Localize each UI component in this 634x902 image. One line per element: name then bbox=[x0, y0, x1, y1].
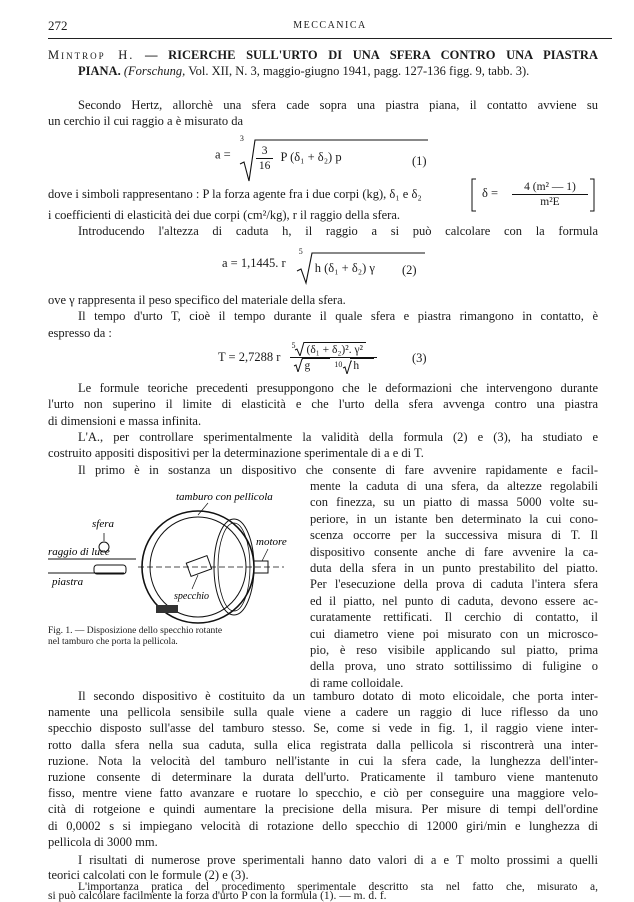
radical-sign-icon bbox=[238, 138, 428, 184]
eq2-root bbox=[295, 247, 375, 276]
eq3-number: (3) bbox=[412, 351, 427, 365]
importance-line: L'importanza pratica del procedimento sperimentale descritto sta nel fatto che, misurato a, bbox=[78, 881, 598, 893]
drum-mirror-diagram bbox=[48, 489, 298, 624]
eq1-numerator: 3 bbox=[256, 144, 274, 159]
second-device-line: ruzione consente di determinare la durata dell'urto. Praticamente il tamburo viene mantenuto bbox=[48, 770, 598, 785]
column-line: cui diametro viene poi misurato con un microsco- bbox=[310, 626, 598, 641]
column-line: dispositivo consente anche di fare avvenire la ca- bbox=[310, 544, 598, 559]
first-device-line: Il primo è in sostanza un dispositivo che consente di fare avvenire rapidamente e facil- bbox=[78, 463, 598, 477]
second-device-line: ruzione. Nota la velocità del tamburo nell'istante in cui la sfera cade, la lunghezza dell'inter- bbox=[48, 753, 598, 768]
gamma-line: ove γ rappresenta il peso specifico del materiale della sfera. bbox=[48, 293, 346, 307]
intro-paragraph bbox=[48, 97, 598, 130]
assumptions-line: Le formule teoriche precedenti presuppongono che le deformazioni che intervengono durante bbox=[78, 381, 598, 395]
column-line: curatamente rettificati. Il cerchio di contatto, il bbox=[310, 610, 598, 625]
running-head: MECCANICA bbox=[293, 20, 367, 31]
second-device-line: namente una pellicola sensibile sulla quale viene a cadere un raggio di luce riflesso da uno bbox=[48, 705, 598, 720]
eq3-den-g: g bbox=[302, 358, 330, 373]
label-beam: raggio di luce bbox=[48, 546, 110, 558]
eq2-number: (2) bbox=[402, 263, 417, 277]
height-line: Introducendo l'altezza di caduta h, il raggio a si può calcolare con la formula bbox=[78, 224, 598, 239]
eq1-root bbox=[238, 134, 342, 173]
importance-paragraph bbox=[48, 883, 598, 900]
author-paragraph bbox=[48, 429, 598, 462]
citation-journal: (Forschung, bbox=[123, 64, 186, 79]
equation-2 bbox=[222, 247, 375, 276]
page-header bbox=[48, 14, 612, 39]
column-line: con finezza, su un piatto di massa 5000 volte su- bbox=[310, 495, 598, 510]
equation-3 bbox=[218, 342, 377, 373]
first-device-column bbox=[310, 478, 598, 691]
intro-line: un cerchio il cui raggio a è misurato da bbox=[48, 114, 244, 129]
label-sphere: sfera bbox=[92, 518, 114, 530]
symbols-line bbox=[48, 186, 458, 202]
radical-sign-icon bbox=[294, 342, 306, 356]
column-line: della prova, uno strato sottilissimo di fuligine o bbox=[310, 659, 598, 674]
eq3-den-h: h bbox=[350, 358, 374, 373]
author-line: L'A., per controllare sperimentalmente la validità della formula (2) e (3), ha studiato e bbox=[78, 430, 598, 444]
coefficients-line: i coefficienti di elasticità dei due corpi (cm²/kg), r il raggio della sfera. bbox=[48, 208, 400, 222]
second-device-line: fisso, mentre viene fatto avanzare e ruotare lo specchio, e ciò per conseguire una maggiore velo- bbox=[48, 786, 598, 801]
eq3-denominator bbox=[290, 358, 378, 373]
column-line: ed il piatto, nel punto di caduta, devono essere ac- bbox=[310, 593, 598, 608]
second-device-line: rotto dalla sfera nella sua caduta, sulla elica registrata dalla pellicola si riscontrerà una inter- bbox=[48, 737, 598, 752]
first-device-paragraph bbox=[48, 462, 598, 478]
time-line-end: espresso da : bbox=[48, 325, 112, 340]
column-line: duta della sfera in un punto prestabilito del piatto. bbox=[310, 561, 598, 576]
eq3-numerator bbox=[290, 342, 378, 358]
after-eq1-paragraph bbox=[48, 207, 598, 240]
second-device-line: specchio disposto sull'asse del tamburo stesso. Se, come si vede in fig. 1, il raggio viene inter- bbox=[48, 721, 598, 736]
label-drum: tamburo con pellicola bbox=[176, 491, 273, 503]
figure-caption bbox=[48, 626, 304, 648]
eq1-number: (1) bbox=[412, 154, 427, 168]
time-line: Il tempo d'urto T, cioè il tempo durante il quale sfera e piastra rimangono in contatto, è bbox=[78, 309, 598, 324]
results-line: I risultati di numerose prove sperimentali hanno dato valori di a e T molto prossimi a quelli bbox=[78, 853, 598, 867]
eq1-denominator: 16 bbox=[258, 160, 271, 172]
caption-line: nel tamburo che porta la pellicola. bbox=[48, 637, 178, 647]
citation-title: — RICERCHE SULL'URTO DI UNA SFERA CONTRO UNA PIASTRA bbox=[144, 48, 598, 62]
results-paragraph bbox=[48, 853, 598, 883]
equation-1 bbox=[215, 134, 342, 173]
mirror-shape bbox=[186, 556, 211, 577]
page-number: 272 bbox=[48, 18, 68, 33]
eq3-den-root-index: 10 bbox=[334, 360, 343, 369]
eq3-fraction bbox=[290, 342, 378, 373]
column-line: scenza occorre per la successiva misura di T. Il bbox=[310, 528, 598, 543]
author-line: costruito appositi dispositivi per la determinazione sperimentale di a e di T. bbox=[48, 446, 424, 461]
delta-numerator: 4 (m² — 1) bbox=[512, 180, 588, 195]
label-motor: motore bbox=[256, 536, 287, 548]
citation-details: Vol. XII, N. 3, maggio-giugno 1941, pagg. 127-136 figg. 9, tabb. 3). bbox=[188, 64, 530, 79]
second-device-line: pellicola di 3000 mm. bbox=[48, 834, 158, 849]
results-line: teorici calcolati con le formule (2) e (3). bbox=[48, 868, 249, 882]
second-device-line: Il secondo dispositivo è costituito da un tamburo dotato di moto elicoidale, che porta inter- bbox=[78, 689, 598, 703]
radical-sign-icon bbox=[342, 360, 352, 374]
eq1-body: P (δ₁ + δ₂) p bbox=[280, 150, 342, 165]
eq3-lhs: T = 2,7288 r bbox=[218, 350, 281, 364]
column-line: mente la caduta di una sfera, da altezze regolabili bbox=[310, 479, 598, 493]
symbols-text: dove i simboli rappresentano : P la forza agente fra i due corpi (kg), δ₁ e δ₂ bbox=[48, 187, 422, 201]
assumptions-line: l'urto non superino il limite di elasticità e che l'urto della sfera avvenga contro una piastra bbox=[48, 397, 598, 412]
radical-sign-icon bbox=[293, 358, 303, 372]
column-line: pio, è reso visibile applicando sul piatto, prima bbox=[310, 643, 598, 658]
column-line: periore, in un istante ben determinato la cui cono- bbox=[310, 511, 598, 526]
eq2-root-index: 5 bbox=[298, 247, 303, 256]
delta-denominator: m²E bbox=[540, 196, 560, 208]
eq3-num-root-index: 5 bbox=[291, 341, 296, 350]
delta-lhs: δ = bbox=[482, 186, 499, 200]
column-line: Per l'esecuzione della prova di caduta l'intera sfera bbox=[310, 577, 598, 592]
eq2-lhs: a = 1,1445. r bbox=[222, 256, 286, 270]
eq1-root-index: 3 bbox=[239, 134, 244, 143]
assumptions-paragraph bbox=[48, 380, 598, 429]
eq1-lhs: a = bbox=[215, 147, 231, 162]
citation bbox=[48, 47, 598, 80]
eq3-num-body: (δ₁ + δ₂)². γ² bbox=[304, 342, 366, 357]
second-device-line: di 0,0002 s si impiegano velocità di rotazione dello specchio di 12000 giri/min e lunghezza di bbox=[48, 818, 598, 833]
eq2-body: h (δ₁ + δ₂) γ bbox=[314, 261, 375, 275]
figure-1 bbox=[48, 489, 298, 624]
delta-fraction bbox=[512, 180, 588, 209]
importance-line: si può calcolare facilmente la forza d'urto P con la formula (1). — m. d. f. bbox=[48, 889, 387, 902]
second-device-line: cità di rotgeione e quindi aumentare la precisione della misura. Per misure di tempi dell'ordine bbox=[48, 802, 598, 817]
label-plate: piastra bbox=[52, 576, 84, 588]
intro-line: Secondo Hertz, allorchè una sfera cade sopra una piastra piana, il contatto avviene su bbox=[78, 98, 598, 112]
caption-line: Fig. 1. — Disposizione dello specchio rotante bbox=[48, 626, 223, 636]
citation-author: Mintrop H. bbox=[48, 48, 135, 62]
stand-shape bbox=[156, 605, 178, 613]
column-line: di rame colloidale. bbox=[310, 675, 404, 690]
after-eq2-paragraph bbox=[48, 292, 598, 341]
assumptions-line: di dimensioni e massa infinita. bbox=[48, 413, 202, 428]
citation-title-end: PIANA. bbox=[78, 64, 121, 79]
second-device-paragraph bbox=[48, 688, 598, 850]
label-mirror: specchio bbox=[174, 591, 209, 602]
